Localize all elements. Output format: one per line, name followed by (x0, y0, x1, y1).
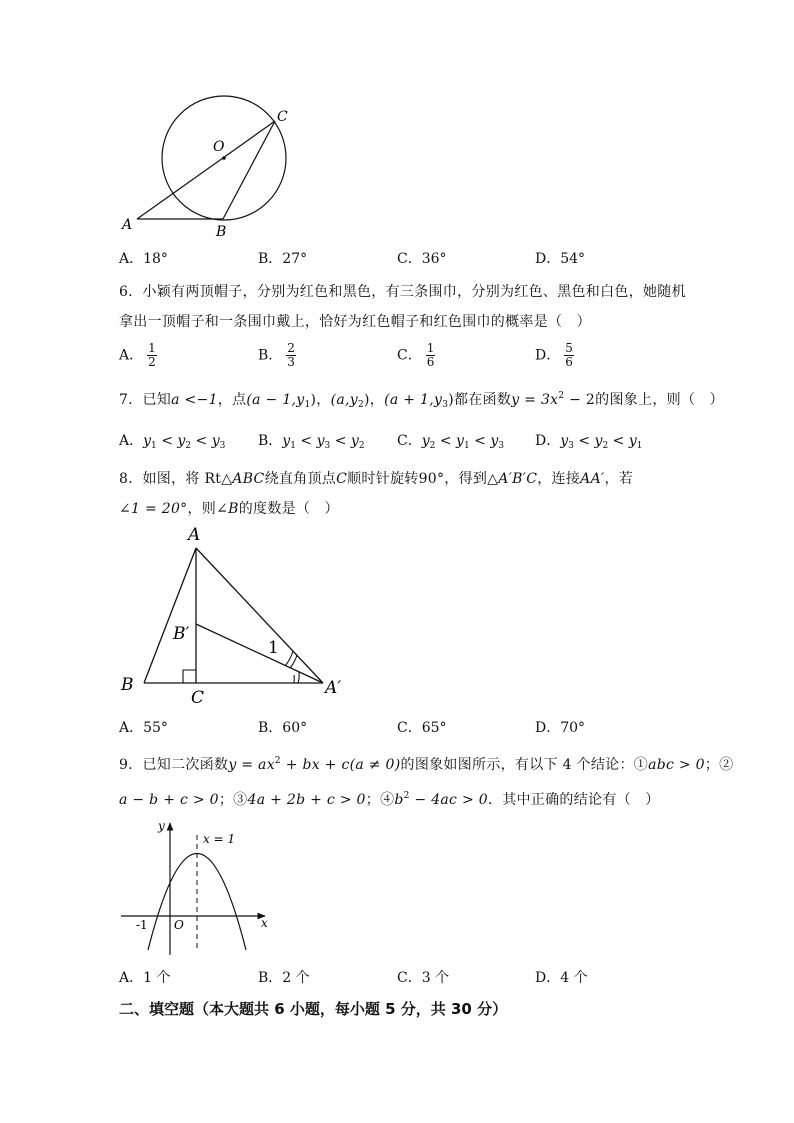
triangle-figure (115, 520, 355, 710)
angle-arc-4 (298, 672, 299, 683)
q9-line1: 9．已知二次函数$y = ax^2$ + bx + c(a ≠ 0)的图象如图所示，有以下 4 个结论：①abc > 0；② (119, 756, 734, 773)
label-c: C (191, 688, 205, 708)
q6-option-d[interactable]: D． $\frac{5}{6}$ (535, 341, 573, 369)
q8-options (119, 717, 719, 739)
q6-option-a[interactable]: A． $\frac{1}{2}$ (119, 341, 156, 369)
fraction: $\frac{5}{6}$ (565, 341, 573, 369)
segment-b1a1 (196, 624, 323, 683)
segment-aa1 (196, 548, 323, 683)
q6-line1: 6．小颖有两顶帽子，分别为红色和黑色，有三条围巾，分别为红色、黑色和白色，她随机 (119, 284, 686, 300)
fraction: $\frac{1}{6}$ (426, 341, 435, 369)
section-heading-fill-blank: 二、填空题（本大题共 6 小题，每小题 5 分，共 30 分） (119, 1000, 508, 1018)
q6-option-b[interactable]: B． $\frac{2}{3}$ (258, 341, 295, 369)
q5-option-b[interactable]: B．27° (258, 251, 308, 267)
q8-option-d[interactable]: D．70° (535, 720, 586, 736)
label-b: B (216, 224, 227, 240)
q9-option-c[interactable]: C．3 个 (397, 970, 450, 986)
q8-option-b[interactable]: B．60° (258, 720, 308, 736)
q5-option-a[interactable]: A．18° (119, 251, 168, 267)
q5-option-c[interactable]: C．36° (397, 251, 447, 267)
q9-options (119, 967, 719, 989)
segment-ac (137, 121, 275, 219)
q9-option-a[interactable]: A．1 个 (119, 970, 171, 986)
center-point (222, 156, 226, 160)
label-a: A (188, 525, 201, 545)
q6-options (119, 342, 719, 372)
parabola-figure (115, 815, 285, 960)
label-x-eq-1: x = 1 (203, 832, 236, 846)
q7-option-d[interactable]: D．$y_3 < y_2 < y_1$ (535, 433, 643, 451)
q5-options (119, 248, 719, 270)
label-b1: B′ (173, 624, 190, 644)
q6-line2: 拿出一顶帽子和一条围巾戴上，恰好为红色帽子和红色围巾的概率是（ ） (119, 314, 591, 330)
q7-option-b[interactable]: B．$y_1 < y_3 < y_2$ (258, 433, 365, 451)
q9-line2: a − b + c > 0；③4a + 2b + c > 0；$④b^2 - 4ac > 0$．其中正确的结论有（ ） (119, 791, 660, 808)
q7-options (119, 430, 719, 452)
label-neg1: -1 (136, 918, 148, 932)
label-x: x (261, 916, 268, 930)
fraction: $\frac{1}{2}$ (148, 341, 156, 369)
fraction: $\frac{2}{3}$ (287, 341, 295, 369)
q8-option-c[interactable]: C．65° (397, 720, 447, 736)
q6-option-c[interactable]: C． $\frac{1}{6}$ (397, 341, 435, 369)
label-c: C (277, 109, 288, 125)
q9-option-d[interactable]: D．4 个 (535, 970, 588, 986)
label-angle-1: 1 (268, 638, 279, 658)
q9-option-b[interactable]: B．2 个 (258, 970, 310, 986)
label-a: A (122, 217, 133, 233)
q8-line2: ∠1 = 20°，则∠B的度数是（ ） (119, 501, 339, 517)
q8-option-a[interactable]: A．55° (119, 720, 168, 736)
label-b: B (121, 675, 134, 695)
label-a1: A′ (325, 678, 342, 698)
q7-option-c[interactable]: C．$y_2 < y_1 < y_3$ (397, 433, 504, 451)
segment-ba (144, 548, 196, 683)
q8-line1: 8．如图，将 Rt△ABC绕直角顶点C顺时针旋转90°，得到△A′B′C，连接AA′，若 (119, 471, 634, 487)
q5-option-d[interactable]: D．54° (535, 251, 586, 267)
segment-bc (223, 121, 275, 219)
right-angle-mark (183, 670, 196, 683)
q7-stem: 7．已知a <−1，点$(a - 1,y_1)$，$(a,y_2)$，$(a + 1,y_3)$都在函数$y = 3x^2 - 2$的图象上，则（ ） (119, 391, 724, 410)
label-o: O (213, 139, 225, 155)
angle-arc-2 (285, 651, 293, 666)
label-y: y (158, 819, 165, 833)
circle-figure (115, 90, 315, 240)
q7-option-a[interactable]: A．$y_1 < y_2 < y_3$ (119, 433, 226, 451)
label-origin: O (174, 918, 184, 932)
